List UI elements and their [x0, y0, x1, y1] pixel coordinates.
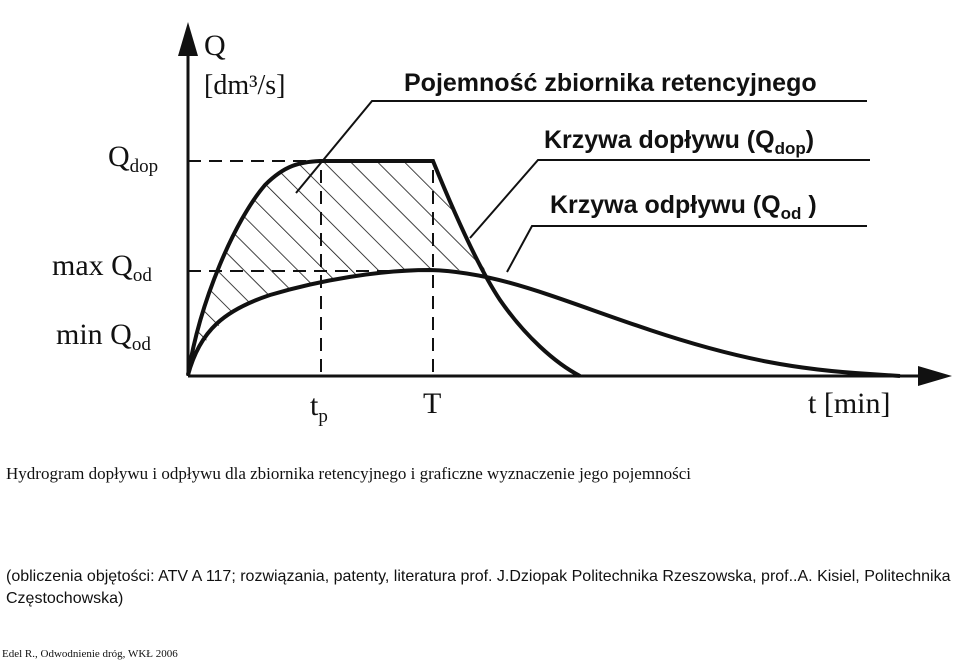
- y-tick-min-q-od-main: min Q: [56, 318, 132, 351]
- x-tick-t: [423, 387, 441, 420]
- y-tick-min-q-od: [56, 318, 151, 355]
- annotation-inflow-sub: dop: [774, 139, 806, 158]
- annotation-outflow-sub: od: [780, 204, 802, 223]
- x-axis-label: t [min]: [808, 387, 891, 420]
- x-tick-tp-sub: p: [318, 406, 328, 427]
- y-tick-q-dop-main: Q: [108, 140, 130, 173]
- y-tick-max-q-od-sub: od: [132, 265, 152, 286]
- annotation-inflow-close: ): [805, 126, 815, 154]
- annotation-outflow-close: ): [801, 191, 817, 219]
- x-tick-tp-main: t: [310, 389, 319, 422]
- retention-volume-area: [188, 161, 486, 375]
- x-tick-tp: [310, 389, 328, 427]
- y-tick-q-dop: [108, 140, 158, 177]
- caption-source: (obliczenia objętości: ATV A 117; rozwiązania, patenty, literatura prof. J.Dziopak Politechnika Rzeszowska, prof..A. Kisiel, Politechnika Częstochowska): [6, 568, 951, 607]
- annotation-inflow: [544, 126, 814, 158]
- y-tick-min-q-od-sub: od: [131, 334, 151, 355]
- annotation-capacity: Pojemność zbiornika retencyjnego: [404, 69, 817, 97]
- x-tick-t-main: T: [423, 387, 442, 420]
- y-axis-arrow-icon: [178, 22, 198, 56]
- y-tick-q-dop-sub: dop: [129, 156, 159, 177]
- footer-credit: Edel R., Odwodnienie dróg, WKŁ 2006: [2, 648, 178, 660]
- x-axis-arrow-icon: [918, 366, 952, 386]
- y-tick-max-q-od-main: max Q: [52, 249, 133, 282]
- annotation-outflow: [550, 191, 817, 223]
- annotation-outflow-main: Krzywa odpływu (Q: [550, 191, 781, 219]
- annotation-inflow-main: Krzywa dopływu (Q: [544, 126, 775, 154]
- y-axis-symbol: Q: [204, 29, 226, 62]
- y-tick-max-q-od: [52, 249, 152, 286]
- y-axis-unit: [dm³/s]: [204, 70, 286, 101]
- caption-title: Hydrogram dopływu i odpływu dla zbiornika retencyjnego i graficzne wyznaczenie jego pojemności: [6, 464, 691, 483]
